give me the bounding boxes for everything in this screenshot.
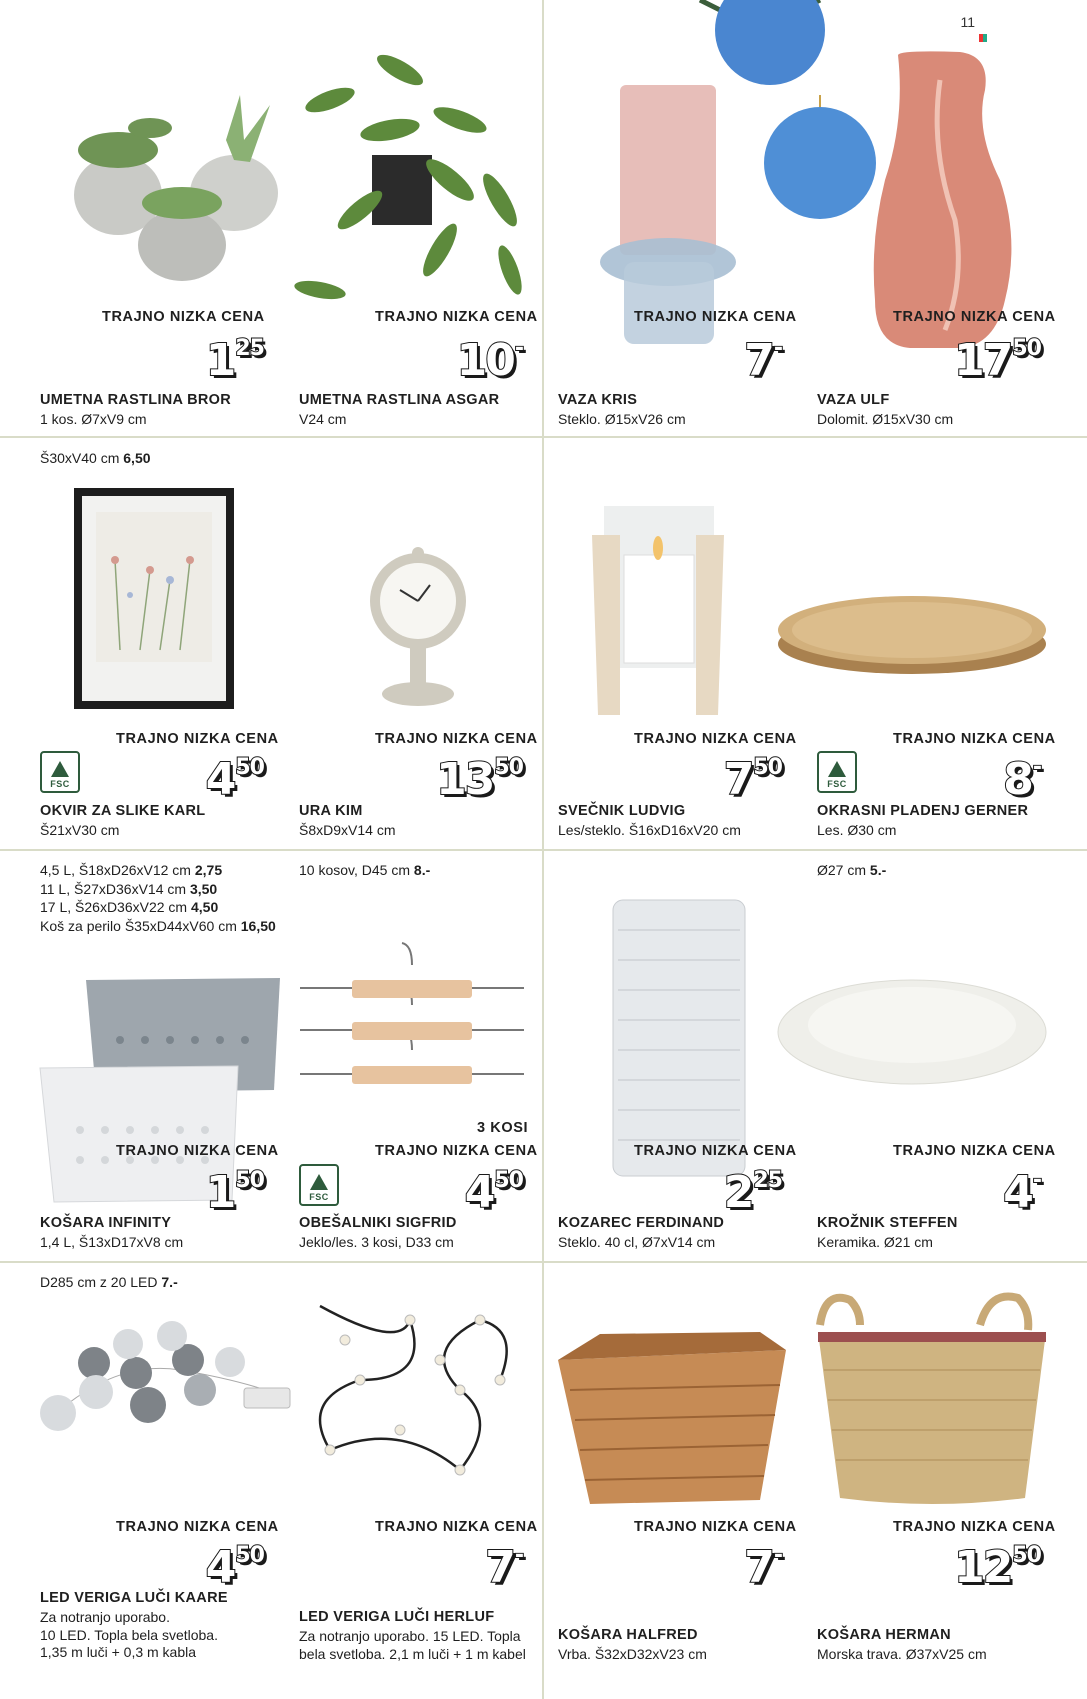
price-main: 7 bbox=[744, 1542, 773, 1593]
product-description bbox=[817, 822, 896, 840]
description-line: 1,4 L, Š13xD17xV8 cm bbox=[40, 1234, 184, 1250]
price-cents: 50 bbox=[235, 755, 264, 780]
variant-list bbox=[40, 449, 151, 468]
description-line: Š21xV30 cm bbox=[40, 822, 120, 838]
price-tag bbox=[436, 754, 523, 805]
product-name: OBEŠALNIKI SIGFRID bbox=[299, 1215, 457, 1231]
price-cents: 25 bbox=[753, 1168, 782, 1193]
price-tag bbox=[205, 1167, 264, 1218]
price-cents: 50 bbox=[494, 1168, 523, 1193]
description-line: Š8xD9xV14 cm bbox=[299, 822, 396, 838]
price-cents: 50 bbox=[235, 1168, 264, 1193]
price-badge: TRAJNO NIZKA CENA bbox=[116, 1519, 279, 1535]
product-name: VAZA ULF bbox=[817, 392, 890, 408]
price-main: 7 bbox=[485, 1542, 514, 1593]
product-name: LED VERIGA LUČI KAARE bbox=[40, 1590, 228, 1606]
price-cents: - bbox=[514, 1543, 523, 1568]
christmas-ornament-icon bbox=[700, 0, 876, 219]
variant-text: 10 kosov, D45 cm bbox=[299, 862, 414, 878]
candle-holder-image bbox=[592, 506, 724, 715]
fsc-logo-icon bbox=[40, 751, 80, 793]
clock-kim-image bbox=[370, 547, 466, 706]
description-line: Za notranjo uporabo. bbox=[40, 1609, 170, 1625]
price-cents: 50 bbox=[753, 755, 782, 780]
price-cents: - bbox=[1032, 755, 1041, 780]
price-cents: 50 bbox=[1012, 1543, 1041, 1568]
description-line: Keramika. Ø21 cm bbox=[817, 1234, 933, 1250]
product-description bbox=[558, 411, 686, 429]
description-line: Morska trava. Ø37xV25 cm bbox=[817, 1646, 987, 1662]
description-line: Vrba. Š32xD32xV23 cm bbox=[558, 1646, 707, 1662]
variant-text: 11 L, Š27xD36xV14 cm bbox=[40, 880, 190, 897]
description-line: Dolomit. Ø15xV30 cm bbox=[817, 411, 954, 427]
glass-ferdinand-image bbox=[613, 900, 745, 1176]
price-cents: - bbox=[1032, 1168, 1041, 1193]
fsc-logo-icon bbox=[299, 1164, 339, 1206]
basket-halfred-image bbox=[558, 1332, 786, 1504]
product-description bbox=[558, 1646, 707, 1664]
description-line: 1 kos. Ø7xV9 cm bbox=[40, 411, 147, 427]
product-name: VAZA KRIS bbox=[558, 392, 638, 408]
product-description bbox=[558, 822, 741, 840]
product-description bbox=[40, 822, 119, 840]
price-cents: 50 bbox=[235, 1543, 264, 1568]
product-name: KOŠARA INFINITY bbox=[40, 1215, 172, 1231]
description-line: Steklo. 40 cl, Ø7xV14 cm bbox=[558, 1234, 716, 1250]
price-main: 10 bbox=[456, 335, 514, 386]
product-name: SVEČNIK LUDVIG bbox=[558, 803, 686, 819]
description-line: Steklo. Ø15xV26 cm bbox=[558, 411, 686, 427]
price-main: 1 bbox=[205, 335, 235, 386]
product-name: UMETNA RASTLINA BROR bbox=[40, 392, 231, 408]
price-badge: TRAJNO NIZKA CENA bbox=[116, 731, 279, 747]
price-main: 4 bbox=[464, 1167, 494, 1218]
price-cents: 50 bbox=[494, 755, 523, 780]
price-main: 4 bbox=[1003, 1167, 1032, 1218]
variant-list bbox=[40, 861, 276, 935]
product-description bbox=[817, 1234, 933, 1252]
fsc-tree-icon bbox=[51, 761, 69, 777]
price-badge: TRAJNO NIZKA CENA bbox=[634, 731, 797, 747]
description-line: 10 LED. Topla bela svetloba. bbox=[40, 1626, 218, 1643]
variant-line bbox=[40, 449, 151, 468]
variant-text: Koš za perilo Š35xD44xV60 cm bbox=[40, 917, 241, 934]
photo-frame-image bbox=[74, 488, 234, 709]
price-badge: TRAJNO NIZKA CENA bbox=[893, 731, 1056, 747]
succulent-pots-image bbox=[74, 95, 278, 281]
fsc-label: FSC bbox=[827, 779, 847, 789]
variant-text: Š30xV40 cm bbox=[40, 450, 124, 466]
description-line: Za notranjo uporabo. 15 LED. Topla bbox=[299, 1628, 521, 1644]
price-badge: TRAJNO NIZKA CENA bbox=[634, 309, 797, 325]
product-name: KOZAREC FERDINAND bbox=[558, 1215, 725, 1231]
price-main: 4 bbox=[205, 754, 235, 805]
fsc-label: FSC bbox=[309, 1192, 329, 1202]
price-main: 1 bbox=[205, 1167, 235, 1218]
price-main: 7 bbox=[723, 754, 753, 805]
wooden-tray-image bbox=[778, 596, 1046, 674]
price-tag bbox=[954, 1542, 1041, 1593]
product-description bbox=[299, 411, 346, 429]
variant-price: 8.- bbox=[413, 862, 431, 878]
variant-list bbox=[817, 861, 886, 880]
product-description bbox=[40, 411, 147, 429]
price-tag bbox=[456, 335, 523, 386]
variant-list bbox=[299, 861, 430, 880]
variant-price: 3,50 bbox=[189, 880, 218, 897]
price-badge: TRAJNO NIZKA CENA bbox=[116, 1143, 279, 1159]
fsc-tree-icon bbox=[310, 1174, 328, 1190]
description-line: Les/steklo. Š16xD16xV20 cm bbox=[558, 822, 741, 838]
price-tag bbox=[723, 1167, 782, 1218]
price-badge: TRAJNO NIZKA CENA bbox=[375, 1519, 538, 1535]
product-description bbox=[817, 411, 953, 429]
hangers-image bbox=[300, 943, 524, 1084]
product-description bbox=[299, 822, 395, 840]
price-tag bbox=[205, 1542, 264, 1593]
variant-price: 6,50 bbox=[123, 450, 151, 466]
variant-line bbox=[299, 861, 430, 880]
vase-kris-image bbox=[600, 85, 736, 344]
price-tag bbox=[954, 335, 1041, 386]
description-line: Jeklo/les. 3 kosi, D33 cm bbox=[299, 1234, 454, 1250]
price-main: 7 bbox=[744, 335, 773, 386]
price-badge: TRAJNO NIZKA CENA bbox=[893, 1143, 1056, 1159]
variant-price: 4,50 bbox=[190, 899, 219, 915]
product-description bbox=[299, 1628, 526, 1663]
variant-price: 16,50 bbox=[240, 917, 276, 934]
description-line: 1,35 m luči + 0,3 m kabla bbox=[40, 1644, 197, 1660]
basket-herman-image bbox=[818, 1297, 1046, 1504]
led-lights-herluf-image bbox=[320, 1306, 507, 1475]
fsc-label: FSC bbox=[50, 779, 70, 789]
product-name: LED VERIGA LUČI HERLUF bbox=[299, 1609, 495, 1625]
price-cents: 50 bbox=[1012, 336, 1041, 361]
price-badge: TRAJNO NIZKA CENA bbox=[893, 1519, 1056, 1535]
fsc-logo-icon bbox=[817, 751, 857, 793]
product-name: KROŽNIK STEFFEN bbox=[817, 1215, 958, 1231]
product-name: KOŠARA HALFRED bbox=[558, 1627, 698, 1643]
product-name: URA KIM bbox=[299, 803, 363, 819]
quantity-label: 3 KOSI bbox=[477, 1120, 529, 1136]
price-badge: TRAJNO NIZKA CENA bbox=[893, 309, 1056, 325]
variant-line bbox=[40, 1273, 178, 1292]
product-name: OKRASNI PLADENJ GERNER bbox=[817, 803, 1029, 819]
variant-text: 17 L, Š26xD36xV22 cm bbox=[40, 899, 191, 915]
variant-text: Ø27 cm bbox=[817, 862, 870, 878]
variant-text: D285 cm z 20 LED bbox=[40, 1274, 162, 1290]
product-name: UMETNA RASTLINA ASGAR bbox=[299, 392, 500, 408]
price-cents: - bbox=[773, 336, 782, 361]
led-lights-kaare-image bbox=[40, 1321, 290, 1431]
price-badge: TRAJNO NIZKA CENA bbox=[634, 1143, 797, 1159]
hanging-plant-image bbox=[293, 49, 526, 302]
price-main: 12 bbox=[954, 1542, 1012, 1593]
price-tag bbox=[1003, 754, 1041, 805]
price-badge: TRAJNO NIZKA CENA bbox=[634, 1519, 797, 1535]
price-main: 17 bbox=[954, 335, 1012, 386]
product-name: OKVIR ZA SLIKE KARL bbox=[40, 803, 206, 819]
price-tag bbox=[205, 754, 264, 805]
product-description bbox=[40, 1234, 183, 1252]
price-tag bbox=[485, 1542, 523, 1593]
price-badge: TRAJNO NIZKA CENA bbox=[375, 1143, 538, 1159]
price-tag bbox=[464, 1167, 523, 1218]
variant-line bbox=[40, 898, 276, 917]
fsc-tree-icon bbox=[828, 761, 846, 777]
price-main: 8 bbox=[1003, 754, 1032, 805]
price-cents: 25 bbox=[235, 336, 264, 361]
plate-steffen-image bbox=[778, 980, 1046, 1084]
variant-line bbox=[40, 880, 276, 899]
price-main: 4 bbox=[205, 1542, 235, 1593]
variant-price: 5.- bbox=[869, 862, 887, 878]
variant-line bbox=[817, 861, 886, 880]
variant-list bbox=[40, 1273, 178, 1292]
variant-text: 4,5 L, Š18xD26xV12 cm bbox=[40, 862, 195, 878]
product-description bbox=[558, 1234, 715, 1252]
price-tag bbox=[723, 754, 782, 805]
price-badge: TRAJNO NIZKA CENA bbox=[375, 309, 538, 325]
variant-line bbox=[40, 917, 276, 936]
variant-price: 7.- bbox=[161, 1274, 178, 1290]
product-description bbox=[299, 1234, 454, 1252]
price-main: 13 bbox=[436, 754, 494, 805]
variant-line bbox=[40, 861, 276, 880]
price-badge: TRAJNO NIZKA CENA bbox=[375, 731, 538, 747]
price-cents: - bbox=[514, 336, 523, 361]
vase-ulf-image bbox=[874, 51, 1012, 348]
variant-price: 2,75 bbox=[194, 862, 223, 878]
price-cents: - bbox=[773, 1543, 782, 1568]
price-badge: TRAJNO NIZKA CENA bbox=[102, 309, 265, 325]
description-line: Les. Ø30 cm bbox=[817, 822, 897, 838]
price-tag bbox=[1003, 1167, 1041, 1218]
product-name: KOŠARA HERMAN bbox=[817, 1627, 951, 1643]
product-description bbox=[817, 1646, 987, 1664]
price-tag bbox=[744, 335, 782, 386]
price-tag bbox=[205, 335, 264, 386]
page-number: 11 bbox=[960, 14, 975, 30]
price-tag bbox=[744, 1542, 782, 1593]
description-line: V24 cm bbox=[299, 411, 347, 427]
product-description bbox=[40, 1609, 218, 1662]
description-line: bela svetloba. 2,1 m luči + 1 m kabel bbox=[299, 1645, 526, 1662]
price-main: 2 bbox=[723, 1167, 753, 1218]
